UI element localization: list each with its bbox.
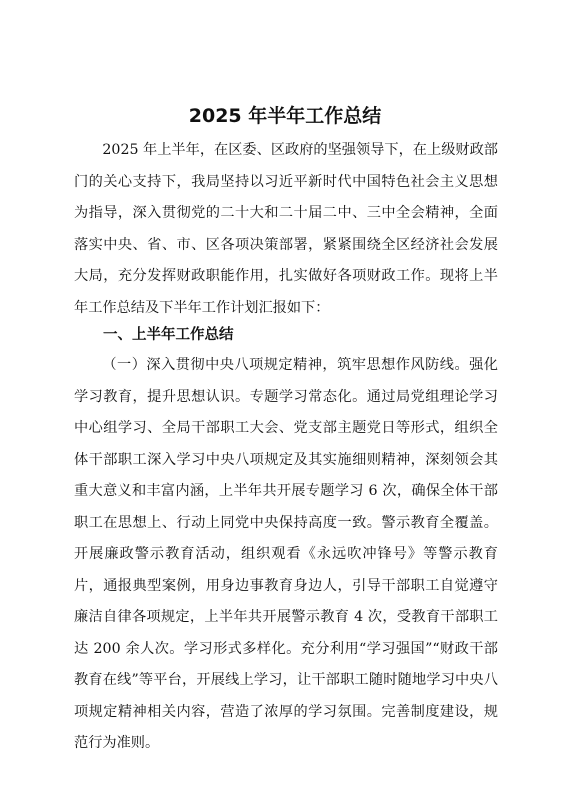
section-heading: 一、上半年工作总结 xyxy=(103,327,234,343)
document-title: 2025 年半年工作总结 xyxy=(188,105,382,127)
section-paragraph: （一）深入贯彻中央八项规定精神，筑牢思想作风防线。强化学习教育，提升思想认识。专题学习常态化。通过局党组理论学习中心组学习、全局干部职工大会、党支部主题党日等形式，组织全体干部职工深入学习中央八项规定及其实施细则精神，深刻领会其重大意义和丰富内涵，上半年共开展专题学习 6 次，确保全体干部职工在思想上、行动上同党中央保持高度一致。警示教育全覆盖。开展廉政警示教育活动，组织观看《永远吹冲锋号》等警示教育片，通报典型案例，用身边事教育身边人，引导干部职工自觉遵守廉洁自律各项规定，上半年共开展警示教育 4 次，受教育干部职工达 200 余人次。学习形式多样化。充分利用“学习强国”“财政干部教育在线”等平台，开展线上学习，让干部职工随时随地学习中央八项规定精神相关内容，营造了浓厚的学习氛围。完善制度建设，规范行为准则。 xyxy=(74,357,498,751)
intro-paragraph: 2025 年上半年，在区委、区政府的坚强领导下，在上级财政部门的关心支持下，我局坚持以习近平新时代中国特色社会主义思想为指导，深入贯彻党的二十大和二十届二中、三中全会精神，全面落实中央、省、市、区各项决策部署，紧紧围绕全区经济社会发展大局，充分发挥财政职能作用，扎实做好各项财政工作。现将上半年工作总结及下半年工作计划汇报如下： xyxy=(74,142,498,316)
